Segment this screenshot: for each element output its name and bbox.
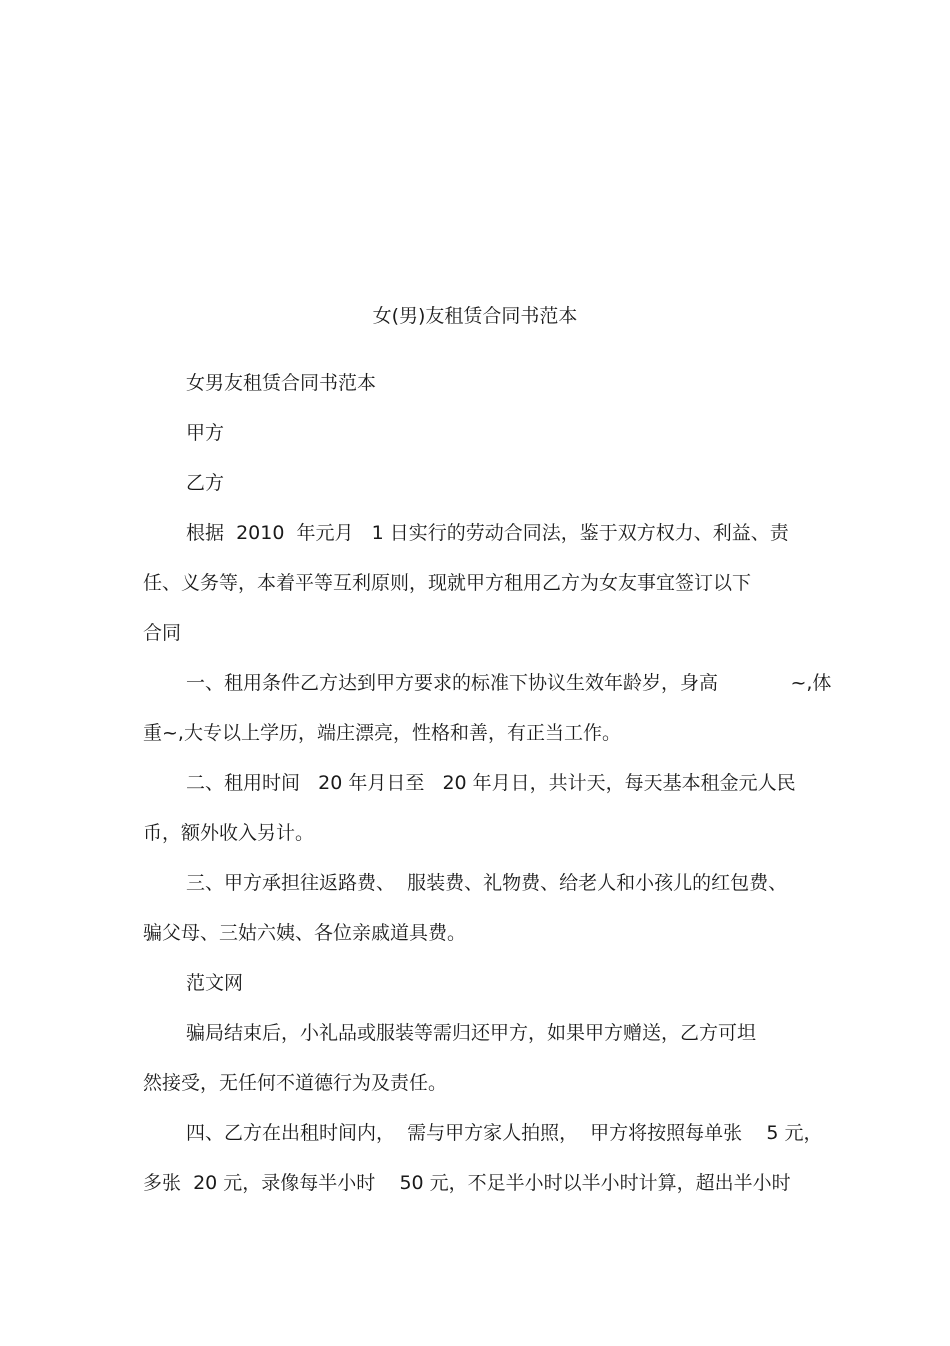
paragraph-line: 三、甲方承担往返路费、 服装费、礼物费、给老人和小孩儿的红包费、 xyxy=(186,872,788,894)
paragraph-line: 一、租用条件乙方达到甲方要求的标准下协议生效年龄岁，身高 ~,体 xyxy=(186,672,832,694)
document-title: 女(男)友租赁合同书范本 xyxy=(372,305,578,327)
paragraph-line: 多张 20 元，录像每半小时 50 元，不足半小时以半小时计算，超出半小时 xyxy=(143,1172,791,1194)
paragraph-line: 任、义务等，本着平等互利原则，现就甲方租用乙方为女友事宜签订以下 xyxy=(143,572,752,594)
subtitle-line: 女男友租赁合同书范本 xyxy=(186,372,377,394)
paragraph-line: 范文网 xyxy=(186,972,244,994)
party-b-line: 乙方 xyxy=(186,472,225,494)
paragraph-line: 重~,大专以上学历，端庄漂亮，性格和善，有正当工作。 xyxy=(143,722,621,744)
party-a-line: 甲方 xyxy=(186,422,225,444)
paragraph-line: 合同 xyxy=(143,622,182,644)
paragraph-line: 然接受，无任何不道德行为及责任。 xyxy=(143,1072,448,1094)
paragraph-line: 骗局结束后，小礼品或服装等需归还甲方，如果甲方赠送，乙方可坦 xyxy=(186,1022,757,1044)
paragraph-line: 根据 2010 年元月 1 日实行的劳动合同法，鉴于双方权力、利益、责 xyxy=(186,522,789,544)
paragraph-line: 二、租用时间 20 年月日至 20 年月日，共计天，每天基本租金元人民 xyxy=(186,772,796,794)
paragraph-line: 四、乙方在出租时间内， 需与甲方家人拍照， 甲方将按照每单张 5 元， xyxy=(186,1122,823,1144)
paragraph-line: 骗父母、三姑六姨、各位亲戚道具费。 xyxy=(143,922,467,944)
paragraph-line: 币，额外收入另计。 xyxy=(143,822,315,844)
